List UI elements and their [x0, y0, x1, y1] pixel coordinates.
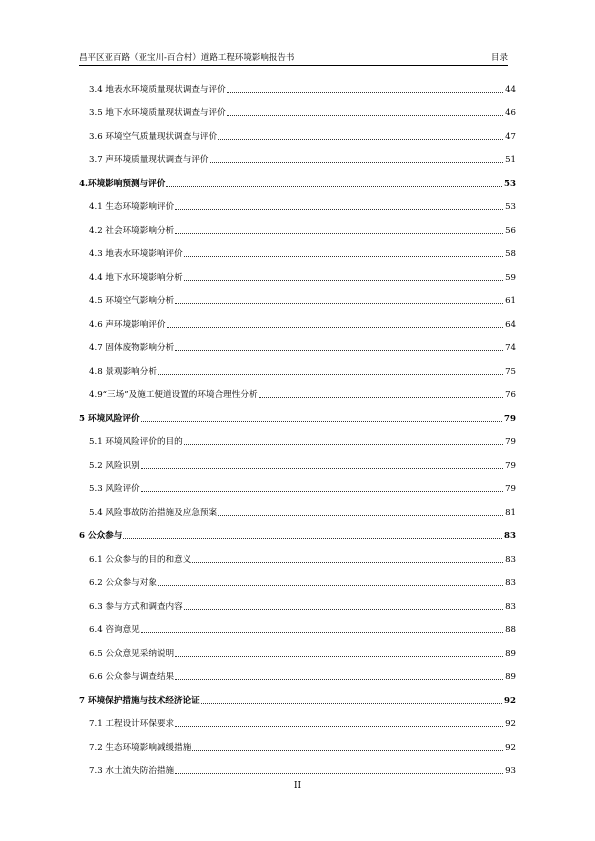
toc-entry-label: 7.3 水土流失防治措施: [89, 766, 175, 776]
toc-entry-page: 83: [505, 601, 516, 612]
toc-entry[interactable]: [79, 449, 516, 473]
dot-leader: [166, 186, 502, 187]
toc-entry-label: 5.1 环境风险评价的目的: [89, 437, 183, 447]
toc-entry-page: 53: [505, 202, 516, 212]
dot-leader: [141, 421, 502, 422]
toc-entry-label: 3.5 地下水环境质量现状调查与评价: [89, 108, 226, 118]
toc-entry-label: 7.1 工程设计环保要求: [89, 719, 175, 729]
toc-entry[interactable]: [79, 285, 516, 309]
toc-entry-label: 4.7 固体废物影响分析: [89, 343, 175, 353]
toc-entry-page: 74: [505, 343, 516, 353]
toc-entry-label: 4.3 地表水环境影响评价: [89, 249, 183, 259]
toc-entry-page: 76: [505, 390, 516, 400]
toc-entry-label: 6.6 公众参与调查结果: [89, 672, 175, 682]
toc-entry-page: 93: [505, 766, 516, 776]
dot-leader: [141, 468, 503, 469]
toc-entry-page: 83: [505, 578, 516, 588]
toc-entry-page: 89: [505, 672, 516, 682]
toc-entry[interactable]: [79, 708, 516, 732]
header-divider: [79, 65, 508, 66]
toc-entry[interactable]: [79, 355, 516, 379]
section-name: 目录: [490, 53, 508, 63]
toc-entry-label: 5 环境风险评价: [79, 413, 140, 424]
toc-entry[interactable]: [79, 614, 516, 638]
toc-entry[interactable]: [79, 637, 516, 661]
dot-leader: [175, 233, 503, 234]
toc-entry-page: 61: [505, 296, 516, 306]
toc-entry[interactable]: [79, 426, 516, 450]
toc-entry-label: 4.4 地下水环境影响分析: [89, 272, 183, 283]
toc-entry[interactable]: [79, 731, 516, 755]
dot-leader: [141, 632, 503, 633]
toc-entry-page: 79: [505, 484, 516, 494]
toc-entry-page: 75: [505, 366, 516, 377]
dot-leader: [184, 280, 503, 281]
toc-entry-page: 89: [505, 648, 516, 659]
dot-leader: [184, 444, 503, 445]
toc-entry[interactable]: [79, 684, 516, 708]
toc-entry-label: 4.2 社会环境影响分析: [89, 225, 175, 236]
dot-leader: [175, 679, 503, 680]
toc-entry-page: 47: [505, 131, 516, 142]
toc-entry-page: 51: [505, 155, 516, 165]
dot-leader: [175, 303, 503, 304]
page-number: II: [293, 781, 302, 791]
toc-entry[interactable]: [79, 97, 516, 121]
toc-entry-page: 92: [505, 719, 516, 729]
toc-entry-page: 58: [505, 249, 516, 259]
toc-entry-page: 44: [505, 84, 516, 95]
toc-entry-page: 83: [504, 531, 516, 541]
dot-leader: [175, 656, 503, 657]
toc-entry-page: 79: [505, 460, 516, 471]
dot-leader: [201, 703, 502, 704]
toc-entry-label: 4.8 景观影响分析: [89, 366, 157, 377]
dot-leader: [259, 397, 504, 398]
dot-leader: [158, 585, 503, 586]
toc-entry-label: 6 公众参与: [79, 531, 123, 541]
toc-entry-label: 4.1 生态环境影响评价: [89, 202, 175, 212]
dot-leader: [184, 256, 503, 257]
toc-entry[interactable]: [79, 167, 516, 191]
toc-entry-page: 53: [504, 178, 516, 189]
document-title: 昌平区亚百路（亚宝川-百合村）道路工程环境影响报告书: [79, 53, 295, 63]
dot-leader: [167, 327, 504, 328]
toc-entry[interactable]: [79, 144, 516, 168]
toc-entry-label: 6.1 公众参与的目的和意义: [89, 554, 192, 565]
toc-entry-label: 5.4 风险事故防治措施及应急预案: [89, 507, 218, 518]
dot-leader: [192, 750, 503, 751]
dot-leader: [218, 139, 503, 140]
toc-entry-page: 83: [505, 554, 516, 565]
toc-entry[interactable]: [79, 308, 516, 332]
toc-entry-label: 3.7 声环境质量现状调查与评价: [89, 155, 209, 165]
toc-entry-page: 81: [505, 507, 516, 518]
toc-entry[interactable]: [79, 543, 516, 567]
toc-entry[interactable]: [79, 661, 516, 685]
dot-leader: [218, 515, 503, 516]
toc-entry-label: 6.2 公众参与对象: [89, 578, 157, 588]
toc-entry-label: 6.4 咨询意见: [89, 625, 140, 635]
toc-entry[interactable]: [79, 120, 516, 144]
dot-leader: [175, 350, 503, 351]
dot-leader: [141, 491, 503, 492]
toc-entry-page: 88: [505, 625, 516, 635]
dot-leader: [175, 773, 503, 774]
toc-entry-label: 4.5 环境空气影响分析: [89, 296, 175, 306]
toc-entry[interactable]: [79, 473, 516, 497]
toc-entry[interactable]: [79, 238, 516, 262]
toc-entry-label: 4.环境影响预测与评价: [79, 178, 166, 189]
toc-entry[interactable]: [79, 332, 516, 356]
toc-entry-page: 92: [504, 695, 516, 706]
toc-entry-page: 92: [505, 742, 516, 753]
dot-leader: [158, 374, 503, 375]
dot-leader: [210, 162, 504, 163]
toc-entry-label: 6.5 公众意见采纳说明: [89, 648, 175, 659]
dot-leader: [175, 726, 503, 727]
toc-entry-label: 3.4 地表水环境质量现状调查与评价: [89, 84, 226, 95]
toc-entry-page: 79: [504, 413, 516, 424]
toc-entry[interactable]: [79, 402, 516, 426]
toc-entry-label: 4.9“三场”及施工便道设置的环境合理性分析: [89, 390, 258, 400]
toc-entry-label: 3.6 环境空气质量现状调查与评价: [89, 131, 218, 142]
toc-entry[interactable]: [79, 496, 516, 520]
toc-entry[interactable]: [79, 261, 516, 285]
toc-entry-page: 46: [505, 108, 516, 118]
toc-entry[interactable]: [79, 755, 516, 779]
toc-entry[interactable]: [79, 567, 516, 591]
toc-entry-label: 5.2 风险识别: [89, 460, 140, 471]
dot-leader: [192, 562, 503, 563]
toc-entry-label: 7.2 生态环境影响减缓措施: [89, 742, 192, 753]
dot-leader: [123, 538, 502, 539]
dot-leader: [227, 115, 503, 116]
dot-leader: [175, 209, 503, 210]
toc-entry-label: 7 环境保护措施与技术经济论证: [79, 695, 200, 706]
toc-entry[interactable]: [79, 590, 516, 614]
toc-entry[interactable]: [79, 379, 516, 403]
toc-entry[interactable]: [79, 191, 516, 215]
toc-entry-page: 59: [505, 272, 516, 283]
toc-entry[interactable]: [79, 73, 516, 97]
toc-entry-page: 64: [505, 319, 516, 330]
toc-entry-label: 6.3 参与方式和调查内容: [89, 601, 183, 612]
table-of-contents: [79, 73, 516, 778]
dot-leader: [227, 92, 503, 93]
toc-entry[interactable]: [79, 214, 516, 238]
toc-entry-label: 5.3 风险评价: [89, 484, 140, 494]
toc-entry-label: 4.6 声环境影响评价: [89, 319, 166, 330]
toc-entry-page: 56: [505, 225, 516, 236]
toc-entry[interactable]: [79, 520, 516, 544]
dot-leader: [184, 609, 503, 610]
toc-entry-page: 79: [505, 437, 516, 447]
